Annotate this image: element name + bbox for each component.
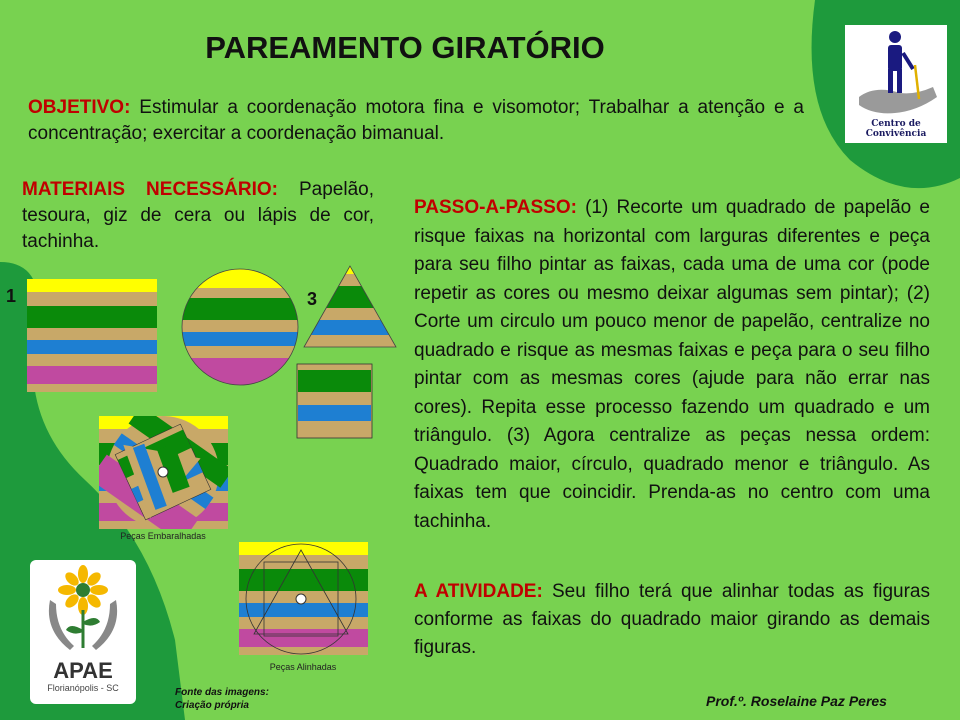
striped-circle xyxy=(180,268,300,388)
image-source-note xyxy=(175,686,269,712)
striped-triangle xyxy=(300,264,400,350)
caption-alinhadas: Peças Alinhadas xyxy=(269,662,337,672)
objetivo-label: OBJETIVO: xyxy=(28,97,131,118)
atividade-label: A ATIVIDADE: xyxy=(414,581,543,602)
apae-name: APAE xyxy=(53,658,113,683)
atividade-text: Seu filho terá que alinhar todas as figuras conforme as faixas do quadrado maior girando as demais figuras. xyxy=(414,581,930,658)
fonte-line2: Criação própria xyxy=(175,700,249,711)
passo-label: PASSO-A-PASSO: xyxy=(414,197,577,218)
materiais-label: MATERIAIS NECESSÁRIO: xyxy=(22,179,279,200)
apae-logo xyxy=(30,560,136,704)
centro-convivencia-logo xyxy=(845,25,947,143)
small-striped-square xyxy=(297,364,372,438)
author-name: Prof.º. Roselaine Paz Peres xyxy=(706,693,887,709)
big-striped-square xyxy=(27,279,157,392)
materiais-text: Papelão, tesoura, giz de cera ou lápis de cor, tachinha. xyxy=(22,179,374,252)
caption-embaralhadas: Peças Embaralhadas xyxy=(120,531,206,541)
aligned-pieces xyxy=(239,542,368,655)
page-title: PAREAMENTO GIRATÓRIO xyxy=(205,30,605,65)
objetivo-text: Estimular a coordenação motora fina e visomotor; Trabalhar a atenção e a concentração; exercitar a coordenação bimanual. xyxy=(28,97,804,144)
scrambled-pieces xyxy=(85,394,241,550)
centro-convivencia-caption: Centro de Convivência xyxy=(865,119,927,139)
flower-hands-icon xyxy=(30,560,136,660)
fonte-line1: Fonte das imagens: xyxy=(175,687,269,698)
figure-number-1: 1 xyxy=(6,286,17,306)
figure-number-3: 3 xyxy=(307,289,318,309)
apae-city: Florianópolis - SC xyxy=(47,683,119,693)
passo-text: (1) Recorte um quadrado de papelão e risque faixas na horizontal com larguras diferentes e peça para seu filho pintar as faixas, cada uma de uma cor (pode repetir as cores ou mesmo deixar algumas sem pintar); (2) Corte um circulo um pouco menor de papelão, centralize no quadrado e risque as mesmas faixas e peça para o seu filho pintar com as mesmas cores (ajude para não errar nas cores). Repita esse processo fazendo um quadrado e um triângulo. (3) Agora centralize as peças nessa ordem: Quadrado maior, círculo, quadrado menor e triângulo. As faixas tem que coincidir. Prenda-as no centro com uma tachinha. xyxy=(414,197,930,532)
